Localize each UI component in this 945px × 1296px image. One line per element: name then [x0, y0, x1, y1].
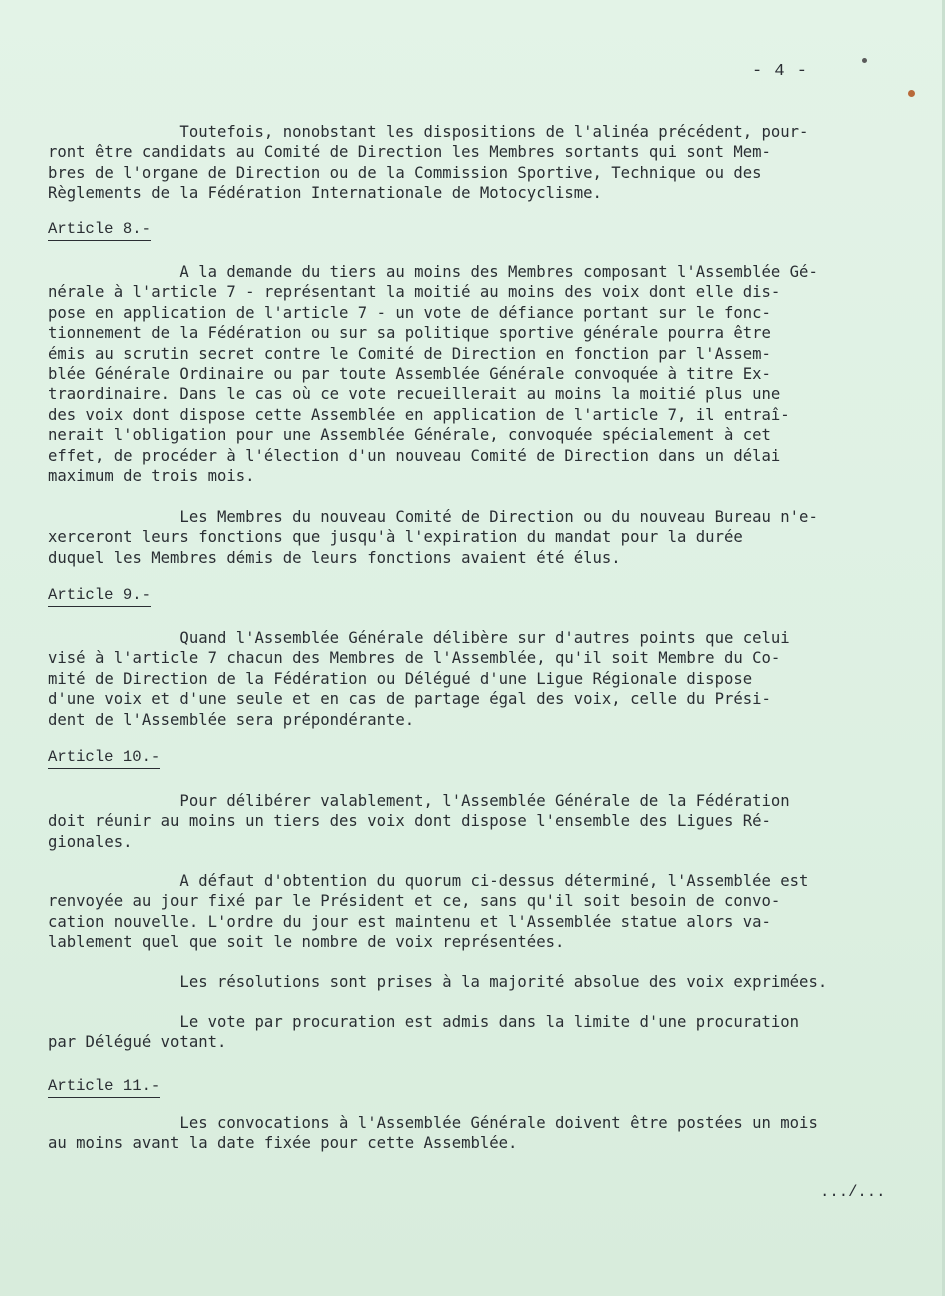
paragraph-new-committee: Les Membres du nouveau Comité de Direction ou du nouveau Bureau n'e- xerceront leurs fonctions que jusqu'à l'expiration du mandat pour la durée duquel les Membres démis de leurs fonctions avaient été élus.: [48, 508, 818, 567]
paragraph-quorum-failure: A défaut d'obtention du quorum ci-dessus déterminé, l'Assemblée est renvoyée au jour fixé par le Président et ce, sans qu'il soit besoin de convo- cation nouvelle. L'ordre du jour est maintenu et l'Assemblée statue alors va- lablement quel que soit le nombre de voix représentées.: [48, 872, 809, 952]
article-8-heading: Article 8.-: [48, 219, 151, 241]
paragraph-candidates: Toutefois, nonobstant les dispositions de l'alinéa précédent, pour- ront être candidats au Comité de Direction les Membres sortants qui sont Mem- bres de l'organe de Direction ou de la Commission Sportive, Technique ou des Règlements de la Fédération Internationale de Motocyclisme.: [48, 123, 809, 203]
paragraph-proxy: Le vote par procuration est admis dans la limite d'une procuration par Délégué votant.: [48, 1013, 800, 1052]
paragraph-convocations: Les convocations à l'Assemblée Générale doivent être postées un mois au moins avant la date fixée pour cette Assemblée.: [48, 1114, 818, 1153]
ink-spot: [908, 90, 915, 97]
article-11-heading: Article 11.-: [48, 1076, 160, 1098]
page-number: - 4 -: [752, 62, 809, 81]
paragraph-voting: Quand l'Assemblée Générale délibère sur d'autres points que celui visé à l'article 7 chacun des Membres de l'Assemblée, qu'il soit Membre du Co- mité de Direction de la Fédération ou Délégué d'une Ligue Régionale dispose d'une voix et d'une seule et en cas de partage égal des voix, celle du Prési- dent de l'Assemblée sera prépondérante.: [48, 629, 790, 729]
article-9-heading: Article 9.-: [48, 585, 151, 607]
paragraph-vote-defiance: A la demande du tiers au moins des Membres composant l'Assemblée Gé- nérale à l'article 7 - représentant la moitié au moins des voix dont elle dis- pose en application de l'article 7 - un vote de défiance portant sur le fonc- tionnement de la Fédération ou sur sa politique sportive générale pourra être émis au scrutin secret contre le Comité de Direction en fonction par l'Assem- blée Générale Ordinaire ou par toute Assemblée Générale convoquée à titre Ex- traordinaire. Dans le cas où ce vote recueillerait au moins la moitié plus une des voix dont dispose cette Assemblée en application de l'article 7, il entraî- nerait l'obligation pour une Assemblée Générale, convoquée spécialement à cet effet, de procéder à l'élection d'un nouveau Comité de Direction dans un délai maximum de trois mois.: [48, 263, 818, 486]
paragraph-resolutions: Les résolutions sont prises à la majorité absolue des voix exprimées.: [48, 973, 828, 991]
continuation-mark: .../...: [820, 1183, 886, 1201]
paragraph-quorum: Pour délibérer valablement, l'Assemblée Générale de la Fédération doit réunir au moins un tiers des voix dont dispose l'ensemble des Ligues Ré- gionales.: [48, 792, 790, 851]
article-10-heading: Article 10.-: [48, 747, 160, 769]
ink-spot: [862, 58, 867, 63]
